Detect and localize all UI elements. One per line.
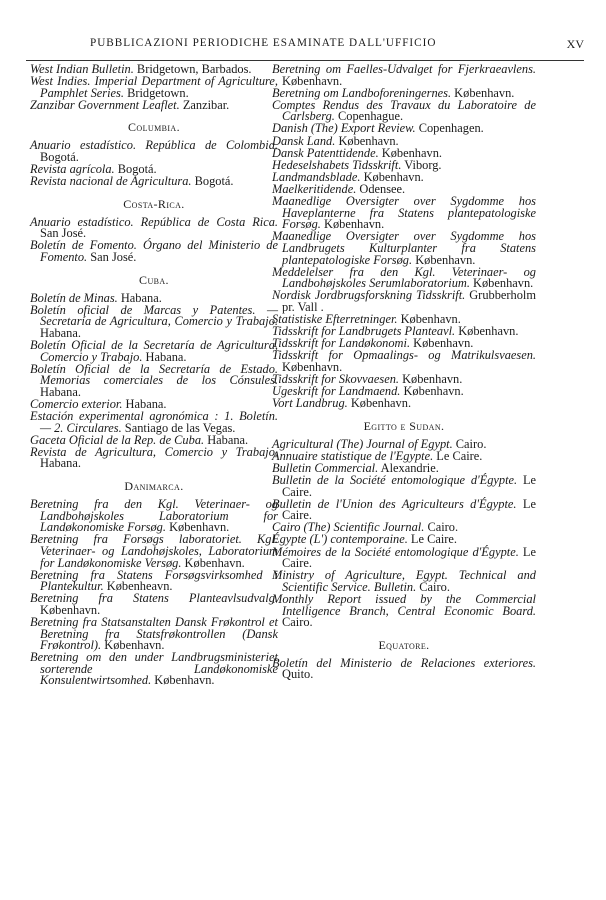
periodical-title: Beretning om Faelles-Udvalget for Fjerkraeavlens. <box>272 62 536 76</box>
periodical-place: København. <box>165 520 230 535</box>
periodical-entry <box>272 475 536 498</box>
periodical-title: Bulletin de l'Union des Agriculteurs d'Égypte. <box>272 496 517 511</box>
periodical-place: Bogotá. <box>40 149 79 164</box>
periodical-place: København. <box>151 673 215 688</box>
periodical-entry <box>30 411 278 434</box>
header-rule <box>26 60 584 61</box>
periodical-title: Tidsskrift for Skovvaesen. <box>272 371 399 386</box>
periodical-place: Alexandrie. <box>378 460 439 475</box>
periodical-entry <box>30 499 278 534</box>
periodical-place: København. <box>412 252 476 267</box>
periodical-title: Boletín de Fomento. Órgano del Ministerio de Fomento. <box>30 238 278 265</box>
periodical-place: København. <box>40 602 101 617</box>
periodical-title: Revista de Agricultura, Comercio y Trabajo. <box>30 444 278 459</box>
periodical-title: Bulletin Commercial. <box>272 460 379 475</box>
periodical-entry <box>272 264 536 291</box>
periodical-place: København. <box>399 371 463 386</box>
periodical-title: Tidsskrift for Landbrugets Planteavl. <box>272 324 456 339</box>
periodical-place: Bogotá. <box>114 162 157 177</box>
periodical-title: Zanzibar Government Leaflet. <box>30 97 180 112</box>
periodical-place: Le Caire. <box>407 532 458 547</box>
periodical-place: Le Caire. <box>282 496 536 523</box>
periodical-entry <box>30 140 278 163</box>
periodical-place: Cairo. <box>416 579 450 594</box>
periodical-entry <box>30 614 278 653</box>
running-header <box>32 34 584 56</box>
periodical-place: København. <box>397 311 461 326</box>
periodical-entry <box>272 97 536 124</box>
periodical-entry <box>30 361 278 399</box>
periodical-place: København. <box>101 638 165 653</box>
periodical-title: Statistiske Efterretninger. <box>272 311 398 326</box>
periodical-place: Habana. <box>142 349 187 364</box>
periodical-title: Cairo (The) Scientific Journal. <box>272 520 425 535</box>
periodical-place: Le Caire. <box>282 544 537 571</box>
periodical-title: Boletín Oficial de la Secretaría de Agricultura, Comercio y Trabajo. <box>30 338 278 364</box>
periodical-entry <box>272 591 536 630</box>
right-column <box>272 64 536 681</box>
country-heading: Egitto e Sudan. <box>363 418 445 433</box>
periodical-title: Bulletin de la Société entomologique d'Égypte. <box>272 473 518 487</box>
periodical-title: Tidsskrift for Opmaalings- og Matrikulsvaesen. <box>272 348 536 363</box>
periodical-title: Annuaire statistique de l'Egypte. <box>272 448 434 463</box>
periodical-place: Odensee. <box>356 181 406 196</box>
periodical-entry <box>272 196 536 231</box>
periodical-place: Habana. <box>117 290 162 305</box>
periodical-place: København. <box>469 276 534 291</box>
periodical-title: Nordisk Jordbrugsforskning Tidsskrift. <box>272 288 466 303</box>
periodical-place: San José. <box>40 226 87 241</box>
periodical-place: København. <box>455 324 519 339</box>
periodical-place: København. <box>282 73 343 88</box>
periodical-place: København. <box>378 145 442 160</box>
periodical-title: Danish (The) Export Review. <box>272 121 416 136</box>
country-heading: Danimarca. <box>124 479 184 494</box>
periodical-entry <box>30 302 278 340</box>
periodical-place: København. <box>451 85 515 100</box>
periodical-place: København. <box>282 359 343 374</box>
periodical-title: Comptes Rendus des Travaux du Laboratoire de Carlsberg. <box>272 97 536 124</box>
periodical-entry <box>30 593 278 616</box>
country-heading: Equatore. <box>378 637 430 652</box>
periodical-title: Dansk Patenttidende. <box>272 145 379 160</box>
periodical-title: Monthly Report issued by the Commercial Intelligence Branch, Central Economic Board. <box>272 591 536 618</box>
periodical-entry <box>30 76 278 99</box>
periodical-title: Agricultural (The) Journal of Egypt. <box>272 436 453 451</box>
periodical-place: Habana. <box>40 325 81 340</box>
periodical-entry <box>272 655 536 682</box>
periodical-entry <box>30 444 278 471</box>
periodical-title: Boletín Oficial de la Secretaría de Estado. Memorias comerciales de los Cónsules. <box>30 361 278 388</box>
periodical-title: West Indian Bulletin. <box>30 62 134 76</box>
periodical-title: Beretning fra Forsøgs laboratoriet. Kgl. Veterinaer- og Landohøjskoles, Laboratorium for Landøkonomiske Versøg. <box>30 532 278 570</box>
periodical-place: København. <box>335 133 399 148</box>
periodical-place: San José. <box>87 250 137 265</box>
periodical-title: Boletín de Minas. <box>30 290 118 305</box>
periodical-entry <box>272 290 536 313</box>
periodical-title: Ministry of Agriculture, Egypt. Technical and Scientific Service. Bulletin. <box>272 568 536 594</box>
page-number: XV <box>566 37 584 51</box>
periodical-title: Anuario estadístico. República de Colombia. <box>30 138 278 153</box>
periodical-entry <box>30 176 278 188</box>
periodical-title: Boletín oficial de Marcas y Patentes. — Secretaría de Agricultura, Comercio y Trabajo. <box>30 302 278 329</box>
periodical-place: Habana. <box>40 456 81 471</box>
periodical-place: Bogotá. <box>191 174 234 189</box>
periodical-title: Tidsskrift for Landøkonomi. <box>272 336 411 351</box>
periodical-title: Égypte (L') contemporaine. <box>272 532 408 547</box>
periodical-place: Zanzibar. <box>179 97 230 112</box>
periodical-title: Revista nacional de Agricultura. <box>30 174 192 189</box>
periodical-entry <box>30 97 278 112</box>
periodical-title: Hedeselshabets Tidsskrift. <box>272 157 402 172</box>
periodical-place: Bridgetown. <box>123 85 189 100</box>
periodical-title: Maelkeritidende. <box>272 181 357 196</box>
periodical-place: Cairo. <box>424 520 459 535</box>
periodical-title: Beretning fra Statens Planteavlsudvalg. <box>30 591 278 606</box>
periodical-entry <box>272 398 536 410</box>
periodical-title: Meddelelser fra den Kgl. Veterinaer- og Landbohøjskoles Serumlaboratorium. <box>272 264 536 291</box>
periodical-place: København. <box>410 336 474 351</box>
periodical-title: West Indies. Imperial Department of Agriculture, Pamphlet Series. <box>30 74 278 100</box>
periodical-title: Beretning om Landboforeningernes. <box>272 85 452 100</box>
periodical-entry <box>30 240 278 263</box>
periodical-place: København. <box>181 555 245 570</box>
periodical-entry <box>30 567 278 594</box>
periodical-place: Quito. <box>282 667 314 682</box>
periodical-entry <box>272 544 537 571</box>
country-heading: Columbia. <box>128 120 180 135</box>
periodical-place: Cairo. <box>282 615 313 630</box>
periodical-title: Comercio exterior. <box>30 396 123 411</box>
periodical-place: Habana. <box>40 384 81 399</box>
periodical-entry <box>272 496 536 523</box>
periodical-place: Cairo. <box>452 436 487 451</box>
periodical-title: Beretning om den under Landbrugsministeriet sorterende Landøkonomiske Konsulentwirtsomhed. <box>30 650 278 688</box>
periodical-entry <box>272 570 536 593</box>
periodical-title: Landmandsblade. <box>272 169 361 184</box>
header-title: PUBBLICAZIONI PERIODICHE ESAMINATE DALL'UFFICIO <box>90 37 437 49</box>
periodical-place: Viborg. <box>401 157 442 172</box>
periodical-place: Grubberholm pr. Vall . <box>282 288 536 314</box>
periodical-place: Copenhagen. <box>415 121 484 136</box>
periodical-place: Copenhague. <box>334 109 404 124</box>
periodical-entry <box>272 231 536 266</box>
periodical-place: København. <box>347 396 412 411</box>
periodical-title: Beretning fra Statsanstalten Dansk Frøkontrol et Beretning fra Statsfrøkontrollen (Dansk Frøkontrol). <box>30 614 278 653</box>
periodical-title: Dansk Land. <box>272 133 336 148</box>
country-heading: Cuba. <box>139 272 169 287</box>
periodical-title: Gaceta Oficial de la Rep. de Cuba. <box>30 432 205 447</box>
periodical-title: Estación experimental agronómica : 1. Boletín. — 2. Circulares. <box>30 409 278 435</box>
periodical-title: Boletín del Ministerio de Relaciones exteriores. <box>272 655 536 670</box>
periodical-place: Santiago de las Vegas. <box>121 420 236 435</box>
periodical-title: Ugeskrift for Landmaend. <box>272 384 401 399</box>
periodical-entry <box>272 350 536 373</box>
periodical-place: København. <box>320 217 385 232</box>
periodical-entry <box>30 214 278 241</box>
periodical-place: Le Caire. <box>433 448 483 463</box>
periodical-title: Maanedlige Oversigter over Sygdomme hos Landbrugets Kulturplanter fra Statens plantepatologiske Forsøg. <box>272 229 536 267</box>
periodical-entry <box>272 64 536 87</box>
periodical-entry <box>30 652 278 687</box>
periodical-title: Revista agrícola. <box>30 162 115 177</box>
periodical-title: Beretning fra den Kgl. Veterinaer- og Landbohøjskoles Laboratorium for Landøkonomiske Forsøg. <box>30 497 278 535</box>
periodical-entry <box>30 340 278 363</box>
periodical-title: Mémoires de la Société entomologique d'Égypte. <box>272 544 519 559</box>
periodical-place: Københeavn. <box>103 579 173 594</box>
country-heading: Costa-Rica. <box>123 196 185 211</box>
periodical-entry <box>30 534 278 569</box>
periodical-title: Maanedlige Oversigter over Sygdomme hos Haveplanterne fra Statens plantepatologiske Forsøg. <box>272 194 536 232</box>
periodical-place: Bridgetown, Barbados. <box>133 62 252 76</box>
periodical-title: Anuario estadístico. República de Costa Rica. <box>30 214 278 229</box>
periodical-place: Habana. <box>204 432 249 447</box>
left-column <box>30 64 278 688</box>
periodical-place: København. <box>360 169 424 184</box>
periodical-title: Beretning fra Statens Forsøgsvirksomhed i Plantekultur. <box>30 567 278 594</box>
periodical-place: Habana. <box>122 396 167 411</box>
periodical-place: Le Caire. <box>282 473 537 499</box>
periodical-title: Vort Landbrug. <box>272 396 348 411</box>
periodical-place: København. <box>400 384 464 399</box>
